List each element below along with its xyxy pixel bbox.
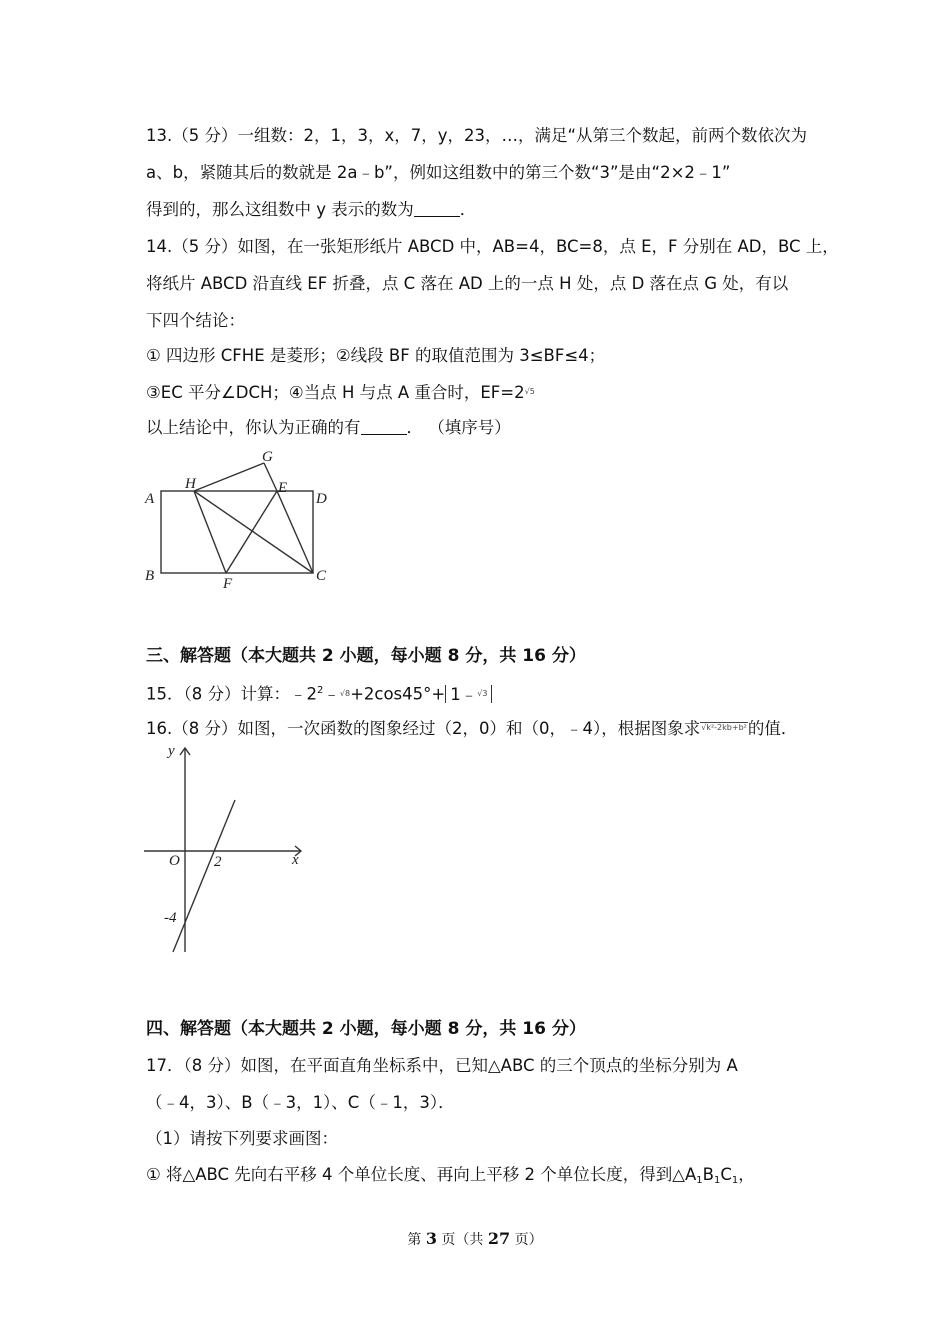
radical-sqrt5: √5 [524,387,535,396]
label-b: B [145,568,155,584]
function-line [173,800,235,952]
q14-line-2: 将纸片 ABCD 沿直线 EF 折叠，点 C 落在 AD 上的一点 H 处，点 D 落在点 G 处，有以 [146,274,789,293]
q14-line-4: ① 四边形 CFHE 是菱形；②线段 BF 的取值范围为 3≤BF≤4； [146,346,606,365]
q14-figure [140,445,340,595]
q17-b: B [702,1165,714,1184]
label-x-intercept: 2 [214,854,222,870]
page-footer [0,1229,950,1249]
label-x-axis: x [292,852,299,868]
label-origin: O [169,853,180,869]
label-h: H [185,476,196,492]
q16-figure [140,740,310,960]
label-d: D [316,491,327,507]
radical-sqrt3: √3 [477,688,488,698]
q13-line-3 [146,199,476,221]
footer-post: 页） [510,1232,543,1248]
q16-end: 的值． [747,719,798,738]
q17-line-4 [146,1164,755,1192]
label-e: E [278,480,288,496]
total-pages: 27 [487,1229,511,1248]
footer-pre: 第 [407,1232,426,1248]
radical-expression [700,717,748,739]
rectangle-abcd [161,491,313,573]
q17-line-4-text: ① 将△ABC 先向右平移 4 个单位长度、再向上平移 2 个单位长度，得到△A [146,1165,697,1184]
footer-mid: 页（共 [436,1232,488,1248]
subscript: 1 [696,1175,703,1186]
q17-line-1: 17．（8 分）如图，在平面直角坐标系中，已知△ABC 的三个顶点的坐标分别为 A [146,1056,738,1075]
page-number: 3 [425,1229,437,1248]
segment-fe [226,491,277,573]
q13-line-1: 13.（5 分）一组数：2，1，3，x，7，y，23，…，满足“从第三个数起，前两个数依次为 [146,126,808,145]
label-f: F [223,576,233,592]
q17-line-2: （﹣4，3）、B（﹣3，1）、C（﹣1，3）． [146,1093,455,1112]
label-y-axis: y [168,743,175,759]
q16-radical-body: √k²-2kb+b² [701,723,747,732]
q15-exponent: 2 [317,685,324,696]
q14-line-6-text: 以上结论中，你认为正确的有 [146,418,361,437]
segment-hf [194,491,226,573]
q17-end: ， [738,1165,755,1184]
subscript: 1 [713,1175,721,1186]
q17-line-3: （1）请按下列要求画图： [146,1129,338,1148]
section-4-title: 四、解答题（本大题共 2 小题，每小题 8 分，共 16 分） [146,1019,586,1039]
segment-ge [264,463,277,491]
q14-line-5 [146,381,535,404]
q14-line-5-text: ③EC 平分∠DCH；④当点 H 与点 A 重合时，EF=2 [146,383,525,402]
q15-line [146,680,492,706]
q16-text: 16.（8 分）如图，一次函数的图象经过（2，0）和（0，﹣4），根据图象求 [146,719,701,738]
q14-line-6-end: ． （填序号） [406,418,511,437]
q15-abs-text: 1﹣ [450,684,478,704]
q16-line [146,717,797,740]
q13-line-2: a、b，紧随其后的数就是 2a﹣b”，例如这组数中的第三个数“3”是由“2×2﹣1” [146,163,731,182]
q14-line-6 [146,417,511,439]
q17-c: C [720,1165,732,1184]
label-c: C [316,568,327,584]
subscript: 1 [731,1175,739,1186]
answer-blank [414,200,460,217]
q14-line-3: 下四个结论： [146,311,245,330]
label-y-intercept: -4 [164,910,177,926]
q15-prefix: 15．（8 分）计算：﹣2 [146,684,317,704]
section-3-title: 三、解答题（本大题共 2 小题，每小题 8 分，共 16 分） [146,646,586,666]
q14-line-1: 14.（5 分）如图，在一张矩形纸片 ABCD 中，AB=4，BC=8，点 E，F 分别在 AD，BC 上， [146,237,839,256]
q15-cos: +2cos45°+ [350,684,446,704]
segment-hg [194,463,264,491]
q13-line-3-end: ． [459,200,477,219]
absolute-value [445,685,492,703]
q13-line-3-text: 得到的，那么这组数中 y 表示的数为 [146,200,414,219]
label-g: G [262,449,273,465]
answer-blank [361,418,407,435]
radical-sqrt8: √8 [339,688,351,698]
q15-minus: ﹣ [323,684,340,704]
label-a: A [145,491,155,507]
